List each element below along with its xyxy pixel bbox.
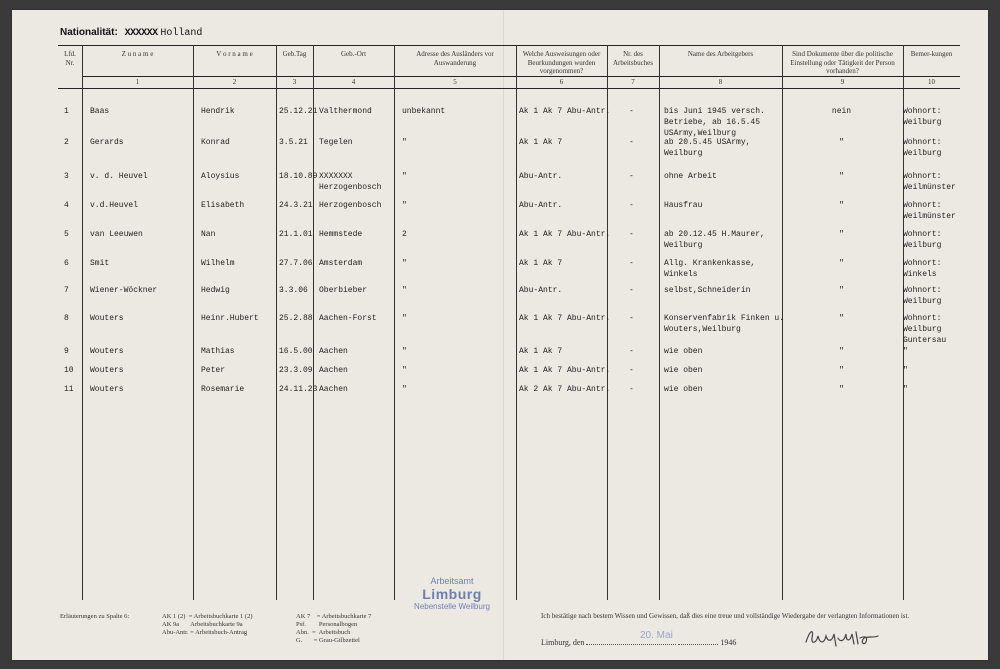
cell-geb-tag: 3.3.06	[279, 286, 308, 295]
cell-adresse: "	[402, 201, 407, 210]
cell-nr: 4	[64, 201, 69, 210]
cell-dok: "	[839, 172, 844, 181]
cell-geb-ort: Valthermond	[319, 107, 372, 116]
cell-nr-ab: -	[629, 385, 634, 394]
cell-ausweis: Ak 1 Ak 7	[519, 259, 563, 268]
cell-geb-tag: 23.3.09	[279, 366, 313, 375]
cell-zuname: v. d. Heuvel	[90, 172, 148, 181]
cell-ausweis: Abu-Antr.	[519, 172, 563, 181]
column-number: 8	[718, 78, 723, 86]
cell-vorname: Rosemarie	[201, 385, 245, 394]
cell-adresse: 2	[402, 230, 407, 239]
cell-nr: 11	[64, 385, 74, 394]
cell-zuname: Smit	[90, 259, 110, 268]
cell-nr: 2	[64, 138, 69, 147]
stamp-line1: Arbeitsamt	[430, 576, 474, 586]
column-divider	[516, 45, 517, 600]
cell-adresse: "	[402, 172, 407, 181]
cell-ausweis: Ak 1 Ak 7	[519, 347, 563, 356]
cell-nr-ab: -	[629, 286, 634, 295]
cell-ausweis: Ak 1 Ak 7 Abu-Antr.	[519, 107, 611, 116]
cell-nr: 5	[64, 230, 69, 239]
column-header: V o r n a m e	[216, 50, 253, 58]
cell-dok: "	[839, 347, 844, 356]
cell-ausweis: Ak 2 Ak 7 Abu-Antr.	[519, 385, 611, 394]
cell-zuname: Gerards	[90, 138, 124, 147]
table-header-rule	[82, 76, 960, 77]
column-header: Welche Ausweisungen oder Beurkundungen wurden vorgenommen?	[522, 50, 601, 75]
cell-dok: "	[839, 201, 844, 210]
column-number: 5	[453, 78, 457, 86]
cell-vorname: Heinr.Hubert	[201, 314, 259, 323]
column-number: 3	[292, 78, 297, 86]
column-divider	[276, 45, 277, 600]
office-stamp	[406, 576, 498, 611]
cell-nr-ab: -	[629, 366, 634, 375]
cell-nr-ab: -	[629, 107, 634, 116]
cell-geb-tag: 21.1.01	[279, 230, 313, 239]
column-number: 6	[559, 78, 564, 86]
cell-ausweis: Ak 1 Ak 7	[519, 138, 563, 147]
cell-nr: 7	[64, 286, 69, 295]
cell-zuname: Wouters	[90, 347, 124, 356]
column-number: 4	[351, 78, 356, 86]
cell-geb-ort: Hemmstede	[319, 230, 363, 239]
cell-zuname: Baas	[90, 107, 110, 116]
date-line	[541, 638, 736, 647]
cell-bem: Wohnort: Weilburg	[903, 138, 942, 158]
column-number: 9	[840, 78, 845, 86]
cell-bem: "	[903, 366, 908, 375]
cell-zuname: Wiener-Wöckner	[90, 286, 158, 295]
cell-nr-ab: -	[629, 259, 634, 268]
cell-dok: "	[839, 314, 844, 323]
cell-geb-tag: 24.11.23	[279, 385, 318, 394]
cell-nr-ab: -	[629, 347, 634, 356]
cell-bem: Wohnort: Weilmünster	[903, 172, 956, 192]
cell-dok: "	[839, 138, 844, 147]
cell-adresse: "	[402, 347, 407, 356]
cell-geb-tag: 25.12.21	[279, 107, 318, 116]
cell-nr: 10	[64, 366, 74, 375]
column-divider	[659, 45, 660, 600]
cell-bem: "	[903, 385, 908, 394]
cell-geb-tag: 18.10.89	[279, 172, 318, 181]
cell-zuname: v.d.Heuvel	[90, 201, 139, 210]
column-header: Lfd. Nr.	[64, 50, 76, 67]
cell-zuname: Wouters	[90, 314, 124, 323]
legend-col1: AK 1 (2) = Arbeitsbuchkarte 1 (2) AK 9a Arbeitsbuchkarte 9a Abu-Antr. = Arbeitsbuch-Antrag	[162, 613, 253, 636]
cell-bem: Wohnort: Winkels	[903, 259, 942, 279]
cell-geb-ort: XXXXXXX Herzogenbosch	[319, 172, 382, 192]
cell-geb-tag: 25.2.88	[279, 314, 313, 323]
column-header: Nr. des Arbeitsbuches	[612, 50, 654, 67]
cell-arbeitgeber: Hausfrau	[664, 201, 703, 210]
cell-bem: "	[903, 347, 908, 356]
cell-geb-tag: 16.5.00	[279, 347, 313, 356]
cell-geb-ort: Amsterdam	[319, 259, 363, 268]
cell-vorname: Nan	[201, 230, 216, 239]
cell-arbeitgeber: bis Juni 1945 versch. Betriebe, ab 16.5.45 USArmy,Weilburg	[664, 107, 765, 138]
cell-vorname: Hedwig	[201, 286, 230, 295]
cell-adresse: "	[402, 314, 407, 323]
column-header: Sind Dokumente über die politische Einstellung oder Tätigkeit der Person vorhanden?	[790, 50, 895, 75]
cell-nr-ab: -	[629, 230, 634, 239]
signature-image	[802, 624, 882, 650]
nationality-line	[60, 27, 202, 39]
cell-nr-ab: -	[629, 138, 634, 147]
cell-geb-ort: Aachen	[319, 385, 348, 394]
cell-vorname: Konrad	[201, 138, 230, 147]
cell-adresse: "	[402, 385, 407, 394]
date-year: 1946	[720, 638, 737, 647]
cell-geb-ort: Aachen	[319, 366, 348, 375]
cell-dok: "	[839, 259, 844, 268]
cell-vorname: Wilhelm	[201, 259, 235, 268]
nationality-struck: XXXXXX	[124, 28, 158, 39]
cell-arbeitgeber: Konservenfabrik Finken u. Wouters,Weilburg	[664, 314, 785, 334]
cell-geb-tag: 27.7.06	[279, 259, 313, 268]
column-header: Z u n a m e	[121, 50, 154, 58]
cell-arbeitgeber: ab 20.5.45 USArmy, Weilburg	[664, 138, 751, 158]
cell-geb-ort: Herzogenbosch	[319, 201, 382, 210]
column-header: Name des Arbeitgebers	[687, 50, 754, 58]
cell-bem: Wohnort: Weilburg	[903, 286, 942, 306]
cell-vorname: Elisabeth	[201, 201, 245, 210]
cell-arbeitgeber: selbst,Schneiderin	[664, 286, 751, 295]
page-fold	[503, 10, 505, 660]
column-divider	[313, 45, 314, 600]
cell-nr-ab: -	[629, 172, 634, 181]
cell-arbeitgeber: ab 20.12.45 H.Maurer, Weilburg	[664, 230, 765, 250]
column-number: 10	[928, 78, 935, 86]
column-header: Bemer-kungen	[910, 50, 953, 58]
cell-adresse: unbekannt	[402, 107, 446, 116]
column-divider	[82, 45, 83, 600]
cell-adresse: "	[402, 259, 407, 268]
legend-col2: AK 7 = Arbeitsbuchkarte 7 Psf. Personalbogen Abn. = Arbeitsbuch G. = Grau-Gilbzettel	[296, 613, 372, 644]
cell-nr-ab: -	[629, 314, 634, 323]
cell-geb-ort: Aachen-Forst	[319, 314, 377, 323]
cell-nr: 6	[64, 259, 69, 268]
cell-vorname: Peter	[201, 366, 226, 375]
cell-vorname: Hendrik	[201, 107, 235, 116]
cell-nr: 1	[64, 107, 69, 116]
cell-zuname: Wouters	[90, 366, 124, 375]
cell-nr: 3	[64, 172, 69, 181]
cell-bem: Wohnort: Weilmünster	[903, 201, 956, 221]
column-number: 2	[232, 78, 237, 86]
cell-nr: 9	[64, 347, 69, 356]
cell-adresse: "	[402, 286, 407, 295]
cell-adresse: "	[402, 138, 407, 147]
cell-vorname: Aloysius	[201, 172, 240, 181]
cell-arbeitgeber: wie oben	[664, 347, 703, 356]
stamp-line3: Nebenstelle Weilburg	[414, 602, 490, 611]
cell-ausweis: Abu-Antr.	[519, 201, 563, 210]
column-header: Geb.Tag	[282, 50, 307, 58]
nationality-value: Holland	[160, 28, 203, 39]
cell-arbeitgeber: ohne Arbeit	[664, 172, 717, 181]
cell-ausweis: Ak 1 Ak 7 Abu-Antr.	[519, 230, 611, 239]
cell-geb-tag: 24.3.21	[279, 201, 313, 210]
cell-zuname: van Leeuwen	[90, 230, 143, 239]
cell-nr-ab: -	[629, 201, 634, 210]
cell-ausweis: Ak 1 Ak 7 Abu-Antr.	[519, 314, 611, 323]
column-header: Adresse des Ausländers vor Auswanderung	[416, 50, 494, 67]
stamped-date: 20. Mai	[640, 630, 673, 641]
cell-geb-tag: 3.5.21	[279, 138, 308, 147]
cell-zuname: Wouters	[90, 385, 124, 394]
cell-ausweis: Abu-Antr.	[519, 286, 563, 295]
date-place: Limburg, den	[541, 638, 585, 647]
legend-title: Erläuterungen zu Spalte 6:	[60, 613, 130, 620]
cell-dok: nein	[831, 107, 852, 116]
cell-geb-ort: Aachen	[319, 347, 348, 356]
stamp-line2: Limburg	[422, 586, 482, 602]
column-header: Geb.-Ort	[340, 50, 367, 58]
column-number: 7	[631, 78, 635, 86]
cell-dok: "	[839, 286, 844, 295]
cell-ausweis: Ak 1 Ak 7 Abu-Antr.	[519, 366, 611, 375]
cell-arbeitgeber: wie oben	[664, 385, 703, 394]
column-divider	[394, 45, 395, 600]
cell-arbeitgeber: Allg. Krankenkasse, Winkels	[664, 259, 756, 279]
cell-bem: Wohnort: Weilburg	[903, 107, 942, 127]
cell-geb-ort: Oberbieber	[319, 286, 368, 295]
cell-nr: 8	[64, 314, 69, 323]
cell-dok: "	[839, 385, 844, 394]
cell-vorname: Mathias	[201, 347, 235, 356]
column-divider	[193, 45, 194, 600]
confirmation-text: Ich bestätige nach bestem Wissen und Gewissen, daß dies eine treue und vollständige Wiedergabe der verlangten Informationen ist.	[541, 612, 910, 620]
cell-geb-ort: Tegelen	[319, 138, 353, 147]
cell-bem: Wohnort: Weilburg	[903, 230, 942, 250]
cell-arbeitgeber: wie oben	[664, 366, 703, 375]
column-number: 1	[135, 78, 140, 86]
cell-bem: Wohnort: Weilburg Guntersau	[903, 314, 947, 345]
cell-dok: "	[839, 366, 844, 375]
cell-adresse: "	[402, 366, 407, 375]
cell-dok: "	[839, 230, 844, 239]
nationality-label: Nationalität:	[60, 27, 118, 38]
